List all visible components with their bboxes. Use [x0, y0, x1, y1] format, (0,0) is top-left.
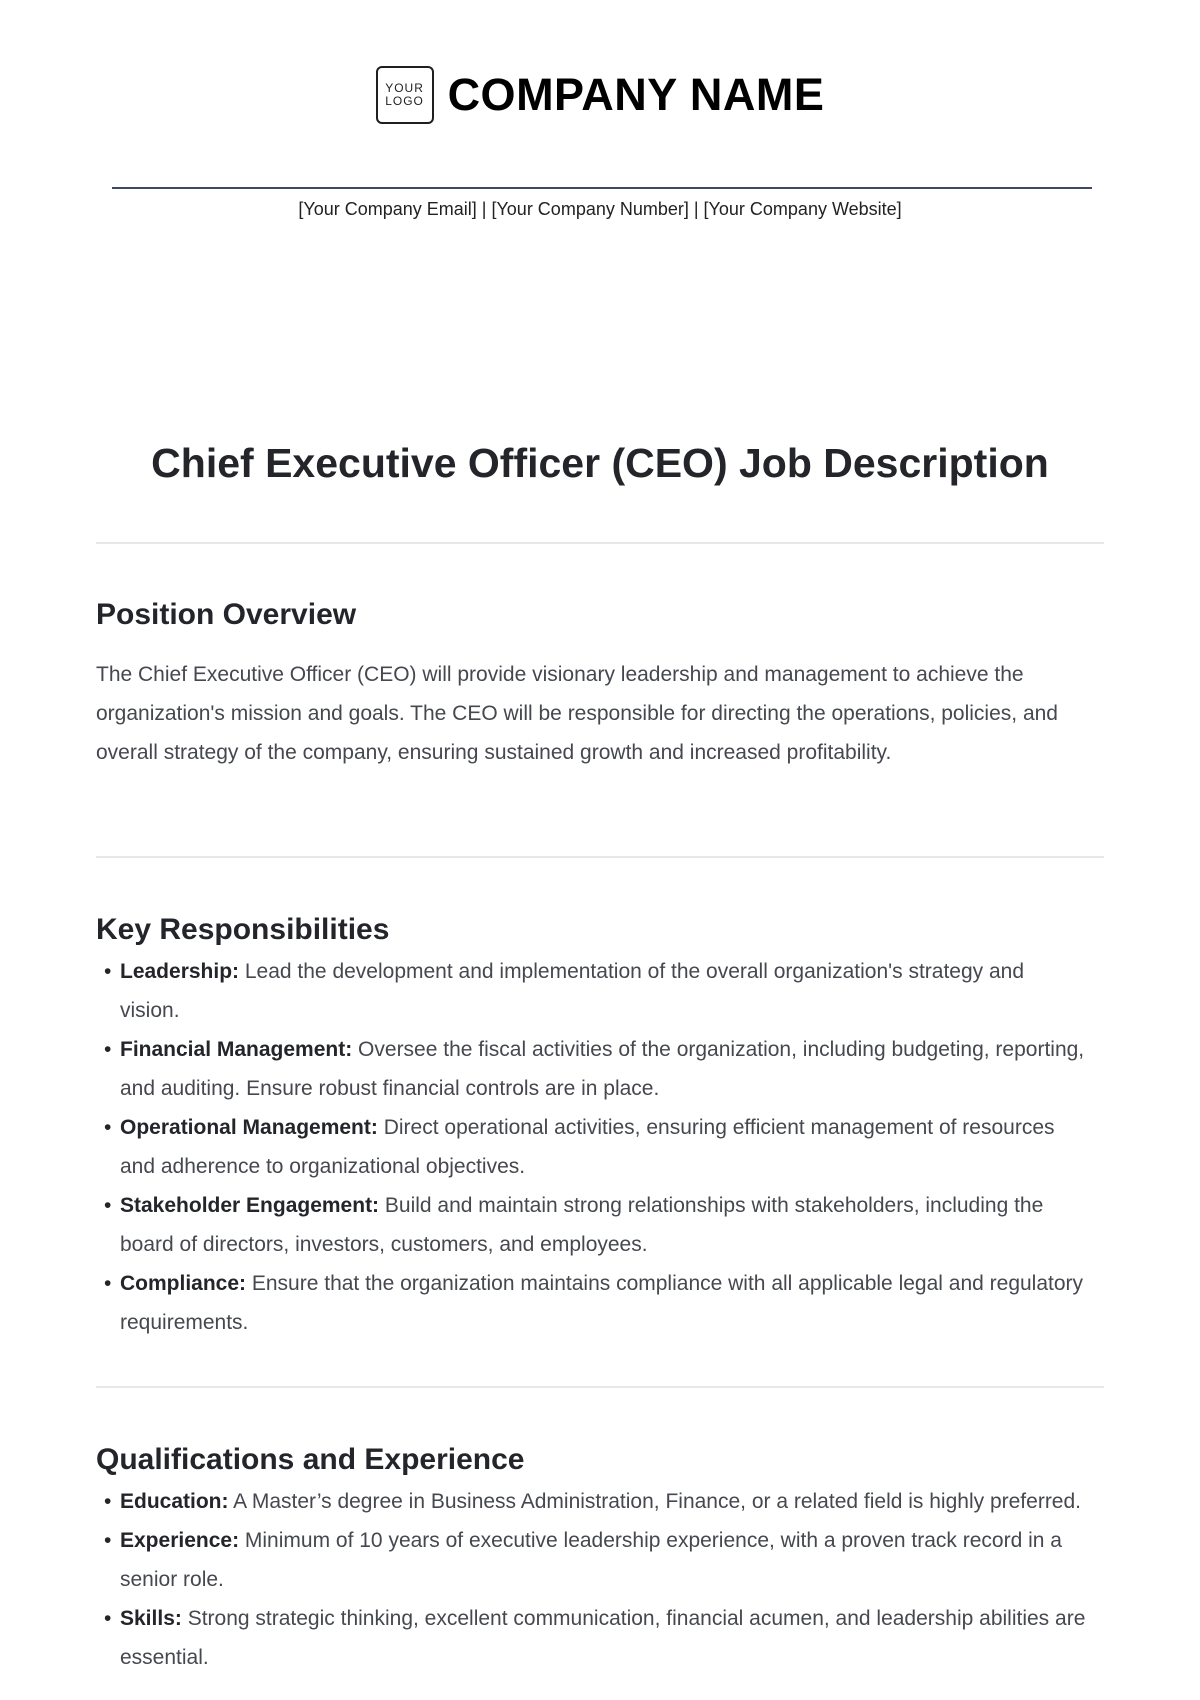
section-divider: [96, 1386, 1104, 1388]
list-item-text: Build and maintain strong relationships with stakeholders, including the board of directors, investors, customers, and employees.: [120, 1194, 1044, 1256]
company-name: COMPANY NAME: [447, 69, 825, 120]
list-item-label: Stakeholder Engagement:: [120, 1194, 380, 1217]
section-divider: [96, 542, 1104, 544]
qualifications-heading: Qualifications and Experience: [96, 1443, 525, 1476]
document-title: Chief Executive Officer (CEO) Job Description: [151, 440, 1049, 486]
key-responsibilities-heading: Key Responsibilities: [96, 913, 390, 946]
list-item-label: Operational Management:: [120, 1116, 378, 1139]
list-item: [96, 1482, 1086, 1521]
responsibilities-list: [96, 952, 1086, 1342]
list-item-text: Direct operational activities, ensuring efficient management of resources and adherence to organizational objectives.: [120, 1116, 1055, 1178]
list-item: [96, 1264, 1086, 1342]
logo-text-line1: YOUR: [385, 81, 424, 95]
list-item-label: Education:: [120, 1490, 229, 1513]
header-divider: [112, 187, 1092, 189]
list-item: [96, 1108, 1086, 1186]
list-item-label: Skills:: [120, 1607, 182, 1630]
list-item: [96, 1030, 1086, 1108]
list-item-text: Strong strategic thinking, excellent communication, financial acumen, and leadership abilities are essential.: [120, 1607, 1086, 1669]
list-item: [96, 1521, 1086, 1599]
list-item-label: Leadership:: [120, 960, 240, 983]
list-item: [96, 1186, 1086, 1264]
list-item-text: Minimum of 10 years of executive leadership experience, with a proven track record in a senior role.: [120, 1529, 1062, 1591]
position-overview-heading: Position Overview: [96, 598, 357, 631]
list-item-text: Lead the development and implementation of the overall organization's strategy and vision.: [120, 960, 1025, 1022]
company-contact-line: [Your Company Email] | [Your Company Number] | [Your Company Website]: [298, 199, 902, 219]
position-overview-text: The Chief Executive Officer (CEO) will provide visionary leadership and management to achieve the organization's mission and goals. The CEO will be responsible for directing the operations, policies, and overall strategy of the company, ensuring sustained growth and increased profitability.: [96, 663, 1058, 764]
list-item-text: A Master’s degree in Business Administration, Finance, or a related field is highly preferred.: [228, 1490, 1081, 1513]
list-item: [96, 1599, 1086, 1677]
list-item-text: Oversee the fiscal activities of the organization, including budgeting, reporting, and auditing. Ensure robust financial controls are in place.: [120, 1038, 1085, 1100]
list-item-text: Ensure that the organization maintains compliance with all applicable legal and regulatory requirements.: [120, 1272, 1084, 1334]
list-item-label: Compliance:: [120, 1272, 247, 1295]
list-item: [96, 952, 1086, 1030]
section-divider: [96, 856, 1104, 858]
list-item-label: Financial Management:: [120, 1038, 353, 1061]
logo-text-line2: LOGO: [385, 94, 424, 108]
list-item-label: Experience:: [120, 1529, 240, 1552]
qualifications-list: [96, 1482, 1086, 1677]
logo-placeholder: [376, 66, 434, 124]
document-header: [0, 66, 1200, 124]
